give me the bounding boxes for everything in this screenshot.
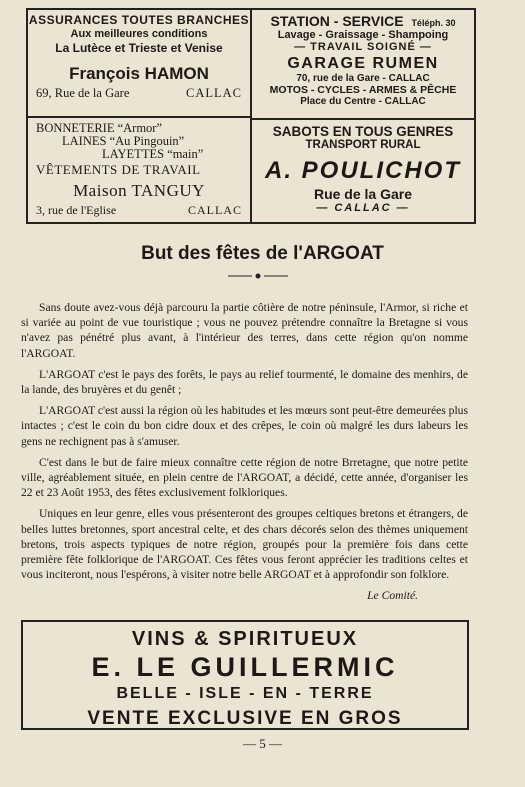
ad-garage-line3: — TRAVAIL SOIGNÉ —: [294, 41, 432, 53]
ads-left-divider: [28, 116, 250, 118]
ad-garage: [252, 13, 474, 107]
page-number: — 5 —: [243, 736, 282, 751]
ad-insurance-city: CALLAC: [186, 86, 242, 100]
ad-hosiery-name: Maison TANGUY: [73, 181, 205, 200]
article-body: [21, 300, 468, 604]
ad-garage-line2: Lavage - Graissage - Shampoing: [277, 29, 449, 41]
ad-hosiery-line3: LAYETTES “main”: [102, 147, 204, 161]
ad-garage-name: GARAGE RUMEN: [287, 55, 439, 72]
ad-hosiery: [28, 121, 250, 218]
article-signature: Le Comité.: [367, 589, 418, 603]
ad-insurance: [28, 13, 250, 101]
ad-garage-line7: Place du Centre - CALLAC: [300, 96, 426, 107]
article-paragraph-1: Sans doute avez-vous déjà parcouru la partie côtière de notre péninsule, l'Armor, si riche et si variée au point de vue touristique ; vous ne pouvez prétendre connaître la Bretagne si vous n'avez pas pénétré plus avant, à l'intérieur des terres, dans cette région qu'on nomme l'ARGOAT.: [21, 301, 468, 360]
ad-garage-phone: Téléph. 30: [411, 18, 456, 28]
ad-clogs-line5: — CALLAC —: [316, 202, 410, 214]
article-paragraph-4: C'est dans le but de faire mieux connaître cette région de notre Brretagne, que notre petite ville, agréablement située, en plein centre de l'ARGOAT, a décidé, cette année, d'organiser les 22 et 23 Août 1953, des fêtes exclusivement folkloriques.: [21, 455, 468, 500]
ads-top-panel: [26, 8, 476, 224]
ads-right-divider: [252, 118, 474, 120]
ad-hosiery-address-row: [28, 203, 250, 218]
ad-wine: [21, 620, 469, 730]
ad-hosiery-line4: VÊTEMENTS DE TRAVAIL: [36, 162, 201, 177]
article-paragraph-2: L'ARGOAT c'est le pays des forêts, le pays au relief tourmenté, le domaine des menhirs, de la lande, des bruyères et du genêt ;: [21, 367, 468, 397]
ad-clogs: [252, 124, 474, 214]
article-title: But des fêtes de l'ARGOAT: [141, 243, 384, 264]
ad-wine-line4: VENTE EXCLUSIVE EN GROS: [87, 708, 403, 729]
ad-garage-line5: 70, rue de la Gare - CALLAC: [296, 73, 430, 84]
ad-clogs-line4: Rue de la Gare: [313, 186, 413, 202]
ad-insurance-line3: La Lutèce et Trieste et Venise: [55, 41, 223, 55]
ad-wine-line3: BELLE - ISLE - EN - TERRE: [116, 685, 374, 702]
article-paragraph-3: L'ARGOAT c'est aussi la région où les habitudes et les mœurs sont peut-être demeurées plus intactes ; c'est le coin du bon cidre doux et des crêpes, le coin où malgré les durs labeurs les gens ne rechignent pas à s'amuser.: [21, 404, 468, 448]
ad-garage-line1-row: [252, 13, 474, 29]
ad-garage-line1: STATION - SERVICE: [270, 13, 404, 29]
ad-insurance-address: 69, Rue de la Gare: [36, 86, 130, 100]
ad-insurance-address-row: [28, 86, 250, 101]
ad-insurance-line1: ASSURANCES TOUTES BRANCHES: [28, 13, 250, 27]
ad-hosiery-line1: BONNETERIE “Armor”: [36, 121, 163, 135]
ad-hosiery-line2: LAINES “Au Pingouin”: [62, 134, 185, 148]
ad-garage-line6: MOTOS - CYCLES - ARMES & PÊCHE: [269, 84, 457, 96]
ad-insurance-line2: Aux meilleures conditions: [70, 28, 208, 40]
ad-wine-line1: VINS & SPIRITUEUX: [131, 628, 359, 650]
ad-clogs-name: A. POULICHOT: [265, 157, 461, 184]
ad-wine-line2: E. LE GUILLERMIC: [91, 652, 399, 682]
title-ornament: [228, 272, 288, 280]
ad-clogs-line2: TRANSPORT RURAL: [305, 139, 421, 151]
article-paragraph-5: Uniques en leur genre, elles vous présenteront des groupes celtiques bretons et étrangers, de belles luttes bretonnes, sport ancestral celte, et des chars décorés selon des thèmes uniquement bretons, trois aspects typiques de notre région, groupés pour la première fois dans cette première fête folklorique de l'ARGOAT. Ces fêtes vous feront apprécier les traditions celtes et vous inciteront, nous l'espérons, à visiter notre belle ARGOAT et à approfondir son folklore.: [21, 507, 468, 582]
ad-hosiery-address: 3, rue de l'Eglise: [36, 203, 117, 217]
ad-hosiery-city: CALLAC: [188, 203, 242, 217]
ad-clogs-line1: SABOTS EN TOUS GENRES: [272, 124, 454, 139]
ad-insurance-name: François HAMON: [69, 64, 209, 83]
